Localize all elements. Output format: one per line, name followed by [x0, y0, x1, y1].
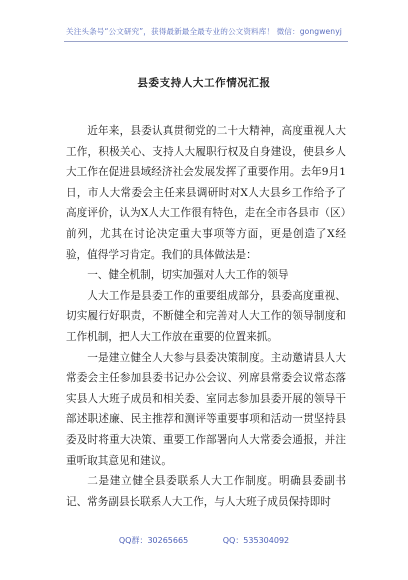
footer-contact: [0, 535, 408, 546]
header-banner: 关注头条号“公文研究”，获得最新最全最专业的公文资料库！ 微信：gongwenyj: [66, 27, 342, 36]
paragraph: 一是建立健全人大参与县委决策制度。主动邀请县人大常委会主任参加县委书记办公会议、列席县常委会议常态落实县人大班子成员和相关委、室同志参加县委开展的领导干部述职述廉、民主推荐和测评等重要事项和活动一贯坚持县委及时将重大决策、重要工作部署向人大常委会通报，并注重听取其意见和建议。: [66, 351, 346, 467]
paragraph: 近年来，县委认真贯彻党的二十大精神，高度重视人大工作，积极关心、支持人大履职行权及自身建设，使县乡人大工作在促进县域经济社会发展发挥了重要作用。去年9月1日，市人大常委会主任来县调研时对X人大县乡工作给予了高度评价，认为X人大工作很有特色，走在全市各县市（区）前列，尤其在讨论决定重大事项等方面，更是创造了X经验，值得学习肯定。我们的具体做法是：: [66, 125, 346, 261]
footer-qq: QQ：535304092: [222, 536, 290, 545]
document-title: 县委支持人大工作情况汇报: [137, 77, 271, 89]
paragraph: 人大工作是县委工作的重要组成部分，县委高度重视、切实履行好职责，不断健全和完善对人大工作的领导制度和工作机制，把人大工作放在重要的位置来抓。: [66, 289, 346, 343]
document-body: [66, 121, 346, 512]
footer-qq-group: QQ群：30265665: [118, 536, 189, 545]
section-heading: 一、健全机制，切实加强对人大工作的领导: [87, 269, 289, 282]
paragraph: 二是建立健全县委联系人大工作制度。明确县委副书记、常务副县长联系人大工作，与人大班子成员保持即时: [66, 475, 346, 508]
header-divider: [64, 41, 348, 42]
